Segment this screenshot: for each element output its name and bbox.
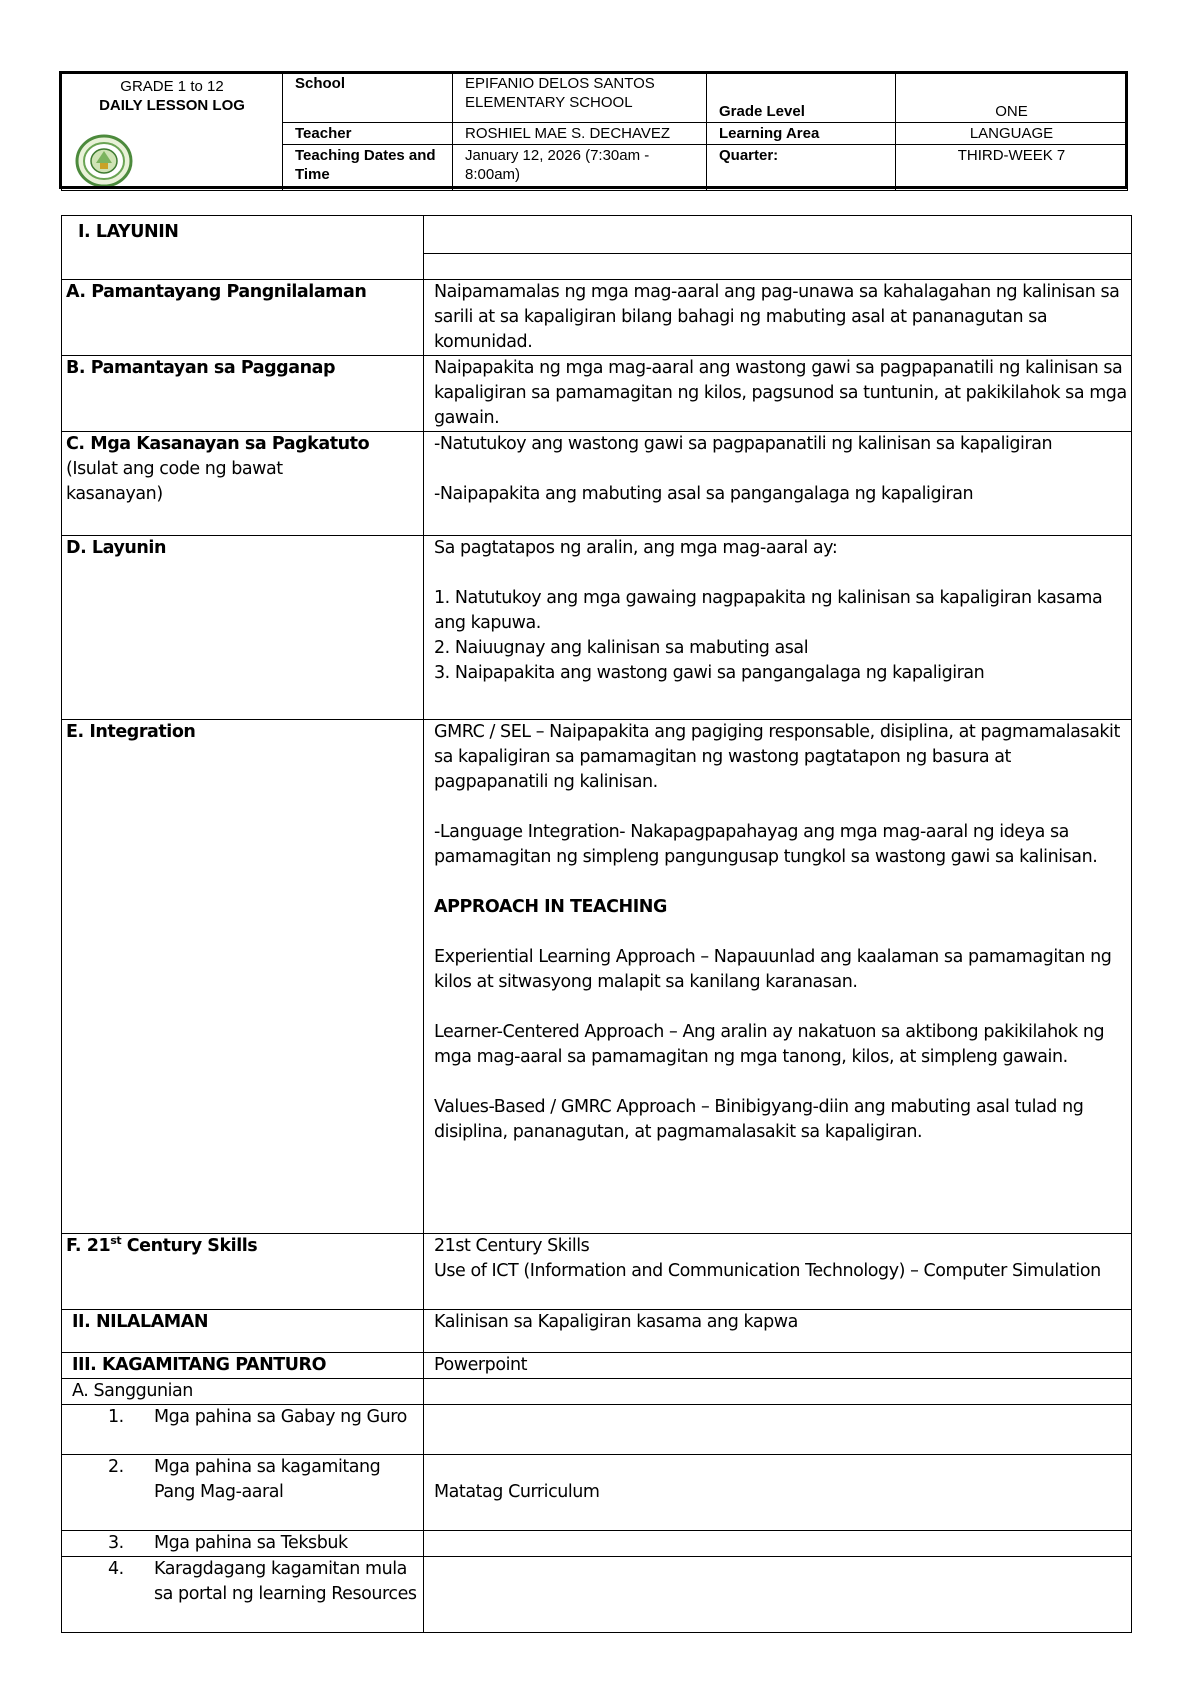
integration-label: E. Integration (62, 720, 424, 1234)
sanggunian-item: 2. Mga pahina sa kagamitang Pang Mag-aaral (62, 1455, 424, 1531)
kasanayan-label: C. Mga Kasanayan sa Pagkatuto (66, 434, 370, 454)
century-skills-label: F. 21st Century Skills (62, 1234, 424, 1310)
teacher-value: ROSHIEL MAE S. DECHAVEZ (453, 123, 707, 145)
integration-content (424, 720, 1132, 1234)
dates-label: Teaching Dates and Time (283, 145, 453, 191)
grade-level-value: ONE (896, 73, 1128, 123)
pamantayang-pangnilalaman-content: Naipamamalas ng mga mag-aaral ang pag-unawa sa kahalagahan ng kalinisan sa sarili at sa kapaligiran bilang bahagi ng mabuting asal at pananagutan sa komunidad. (424, 280, 1132, 356)
sanggunian-value (424, 1405, 1132, 1455)
pamantayang-pangnilalaman-label: A. Pamantayang Pangnilalaman (62, 280, 424, 356)
objective-item: 3. Naipapakita ang wastong gawi sa pangangalaga ng kapaligiran (434, 663, 985, 683)
sanggunian-item: 3. Mga pahina sa Teksbuk (62, 1531, 424, 1557)
gmrc-integration: GMRC / SEL – Naipapakita ang pagiging responsable, disiplina, at pagmamalasakit sa kapaligiran sa pamamagitan ng wastong pagtatapon ng basura at pagpapanatili ng kalinisan. (434, 722, 1120, 792)
learning-area-value: LANGUAGE (896, 123, 1128, 145)
kagamitan-label: III. KAGAMITANG PANTURO (62, 1353, 424, 1379)
school-value: EPIFANIO DELOS SANTOS ELEMENTARY SCHOOL (453, 73, 707, 123)
objectives-intro: Sa pagtatapos ng aralin, ang mga mag-aaral ay: (434, 538, 838, 558)
century-skills-content (424, 1234, 1132, 1310)
dll-title: DAILY LESSON LOG (99, 97, 245, 114)
dll-grade-range: GRADE 1 to 12 (120, 78, 224, 95)
dates-value: January 12, 2026 (7:30am - 8:00am) (453, 145, 707, 191)
school-seal-icon (74, 133, 134, 189)
language-integration: -Language Integration- Nakapagpapahayag ang mga mag-aaral ng ideya sa pamamagitan ng simpleng pangungusap tungkol sa wastong gawi sa kalinisan. (434, 822, 1098, 867)
layunin-d-label: D. Layunin (62, 536, 424, 720)
quarter-value: THIRD-WEEK 7 (896, 145, 1128, 191)
kasanayan-note: (Isulat ang code ng bawat kasanayan) (66, 459, 283, 504)
lesson-plan-table (61, 215, 1132, 1633)
nilalaman-label: II. NILALAMAN (62, 1310, 424, 1353)
sanggunian-value: Matatag Curriculum (424, 1455, 1132, 1531)
objective-item: 2. Naiuugnay ang kalinisan sa mabuting asal (434, 638, 809, 658)
kagamitan-content: Powerpoint (424, 1353, 1132, 1379)
quarter-label: Quarter: (707, 145, 896, 191)
objective-item: 1. Natutukoy ang mga gawaing nagpapakita ng kalinisan sa kapaligiran kasama ang kapuwa. (434, 588, 1103, 633)
sanggunian-label: A. Sanggunian (62, 1379, 424, 1405)
grade-level-label: Grade Level (707, 73, 896, 123)
sanggunian-value (424, 1531, 1132, 1557)
sanggunian-value (424, 1557, 1132, 1633)
approach-item: Values-Based / GMRC Approach – Binibigyang-diin ang mabuting asal tulad ng disiplina, pananagutan, at pagmamalasakit sa kapaligiran. (434, 1097, 1084, 1142)
sanggunian-item: 4. Karagdagang kagamitan mula sa portal ng learning Resources (62, 1557, 424, 1633)
century-skills-line: 21st Century Skills (434, 1236, 590, 1256)
lesson-log-header (61, 72, 1128, 191)
sanggunian-item: 1. Mga pahina sa Gabay ng Guro (62, 1405, 424, 1455)
century-skills-line: Use of ICT (Information and Communication Technology) – Computer Simulation (434, 1261, 1101, 1281)
dll-title-cell (62, 73, 283, 191)
school-label: School (283, 73, 453, 123)
kasanayan-item: -Natutukoy ang wastong gawi sa pagpapanatili ng kalinisan sa kapaligiran (434, 434, 1053, 454)
teacher-label: Teacher (283, 123, 453, 145)
layunin-d-content (424, 536, 1132, 720)
kasanayan-content (424, 432, 1132, 536)
kasanayan-item: -Naipapakita ang mabuting asal sa pangangalaga ng kapaligiran (434, 484, 974, 504)
kasanayan-label-cell (62, 432, 424, 536)
nilalaman-content: Kalinisan sa Kapaligiran kasama ang kapwa (424, 1310, 1132, 1353)
approach-heading: APPROACH IN TEACHING (434, 897, 667, 917)
sanggunian-blank (424, 1379, 1132, 1405)
approach-item: Learner-Centered Approach – Ang aralin ay nakatuon sa aktibong pakikilahok ng mga mag-aaral sa pamamagitan ng mga tanong, kilos, at simpleng gawain. (434, 1022, 1105, 1067)
pamantayan-pagganap-label: B. Pamantayan sa Pagganap (62, 356, 424, 432)
pamantayan-pagganap-content: Naipapakita ng mga mag-aaral ang wastong gawi sa pagpapanatili ng kalinisan sa kapaligiran sa pamamagitan ng kilos, pagsunod sa tuntunin, at pakikilahok sa mga gawain. (424, 356, 1132, 432)
layunin-blank-bottom (424, 254, 1132, 280)
layunin-heading: I. LAYUNIN (62, 216, 424, 280)
layunin-blank-top (424, 216, 1132, 254)
approach-item: Experiential Learning Approach – Napauunlad ang kaalaman sa pamamagitan ng kilos at sitwasyong malapit sa kanilang karanasan. (434, 947, 1112, 992)
learning-area-label: Learning Area (707, 123, 896, 145)
